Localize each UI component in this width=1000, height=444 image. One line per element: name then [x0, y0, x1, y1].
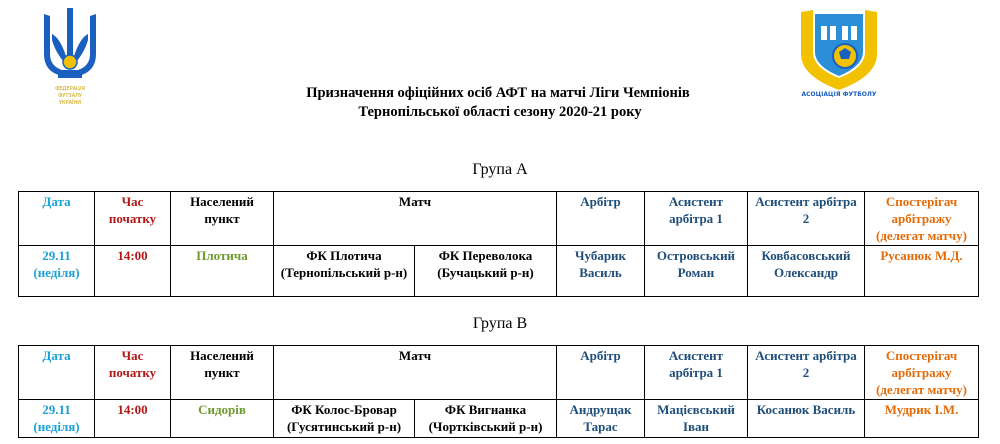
group-a-table [18, 191, 979, 297]
group-a-title: Група А [472, 161, 528, 178]
table-header-row [19, 346, 979, 400]
page-title [0, 84, 1000, 122]
referee-name: Чубарик Василь [557, 246, 645, 297]
observer-name: Русанюк М.Д. [865, 246, 979, 297]
col-referee-header: Арбітр [557, 346, 645, 400]
home-team: ФК Плотича (Тернопільський р-н) [274, 246, 415, 297]
col-assistant2-header: Асистент арбітра 2 [748, 192, 865, 246]
title-line-2: Тернопільської області сезону 2020-21 року [358, 104, 642, 120]
table-header-row [19, 192, 979, 246]
col-match-header: Матч [274, 346, 557, 400]
away-team: ФК Вигнанка (Чортківський р-н) [415, 400, 557, 438]
col-place-header: Населений пункт [171, 346, 274, 400]
svg-text:ФУТЗАЛУ: ФУТЗАЛУ [58, 93, 82, 99]
group-b-title: Група В [472, 315, 528, 332]
col-date-header: Дата [19, 346, 95, 400]
match-place: Сидорів [171, 400, 274, 438]
col-match-header: Матч [274, 192, 557, 246]
col-assistant1-header: Асистент арбітра 1 [645, 192, 748, 246]
col-referee-header: Арбітр [557, 192, 645, 246]
assistant2-name: Косанюк Василь [748, 400, 865, 438]
col-time-header: Час початку [95, 346, 171, 400]
svg-text:УКРАЇНИ: УКРАЇНИ [58, 100, 82, 106]
match-time: 14:00 [95, 246, 171, 297]
col-place-header: Населений пункт [171, 192, 274, 246]
observer-name: Мудрик І.М. [865, 400, 979, 438]
referee-name: Андрущак Тарас [557, 400, 645, 438]
match-time: 14:00 [95, 400, 171, 438]
col-observer-header: Спостерігач арбітражу (делегат матчу) [865, 192, 979, 246]
logo-left-text: ФЕДЕРАЦІЯ [55, 86, 85, 92]
assistant2-name: Ковбасовський Олександр [748, 246, 865, 297]
home-team: ФК Колос-Бровар (Гусятинський р-н) [274, 400, 415, 438]
group-b-table [18, 345, 979, 438]
match-place: Плотича [171, 246, 274, 297]
col-assistant2-header: Асистент арбітра 2 [748, 346, 865, 400]
col-observer-header: Спостерігач арбітражу (делегат матчу) [865, 346, 979, 400]
table-row [19, 246, 979, 297]
match-date: 29.11 (неділя) [19, 400, 95, 438]
assistant1-name: Островський Роман [645, 246, 748, 297]
assistant1-name: Мацієвський Іван [645, 400, 748, 438]
col-time-header: Час початку [95, 192, 171, 246]
col-assistant1-header: Асистент арбітра 1 [645, 346, 748, 400]
svg-text:АСОЦІАЦІЯ ФУТБОЛУ: АСОЦІАЦІЯ ФУТБОЛУ [801, 91, 877, 98]
away-team: ФК Переволока (Бучацький р-н) [415, 246, 557, 297]
table-row [19, 400, 979, 438]
match-date: 29.11 (неділя) [19, 246, 95, 297]
col-date-header: Дата [19, 192, 95, 246]
title-line-1: Призначення офіційних осіб АФТ на матчі Ліги Чемпіонів [306, 85, 690, 101]
